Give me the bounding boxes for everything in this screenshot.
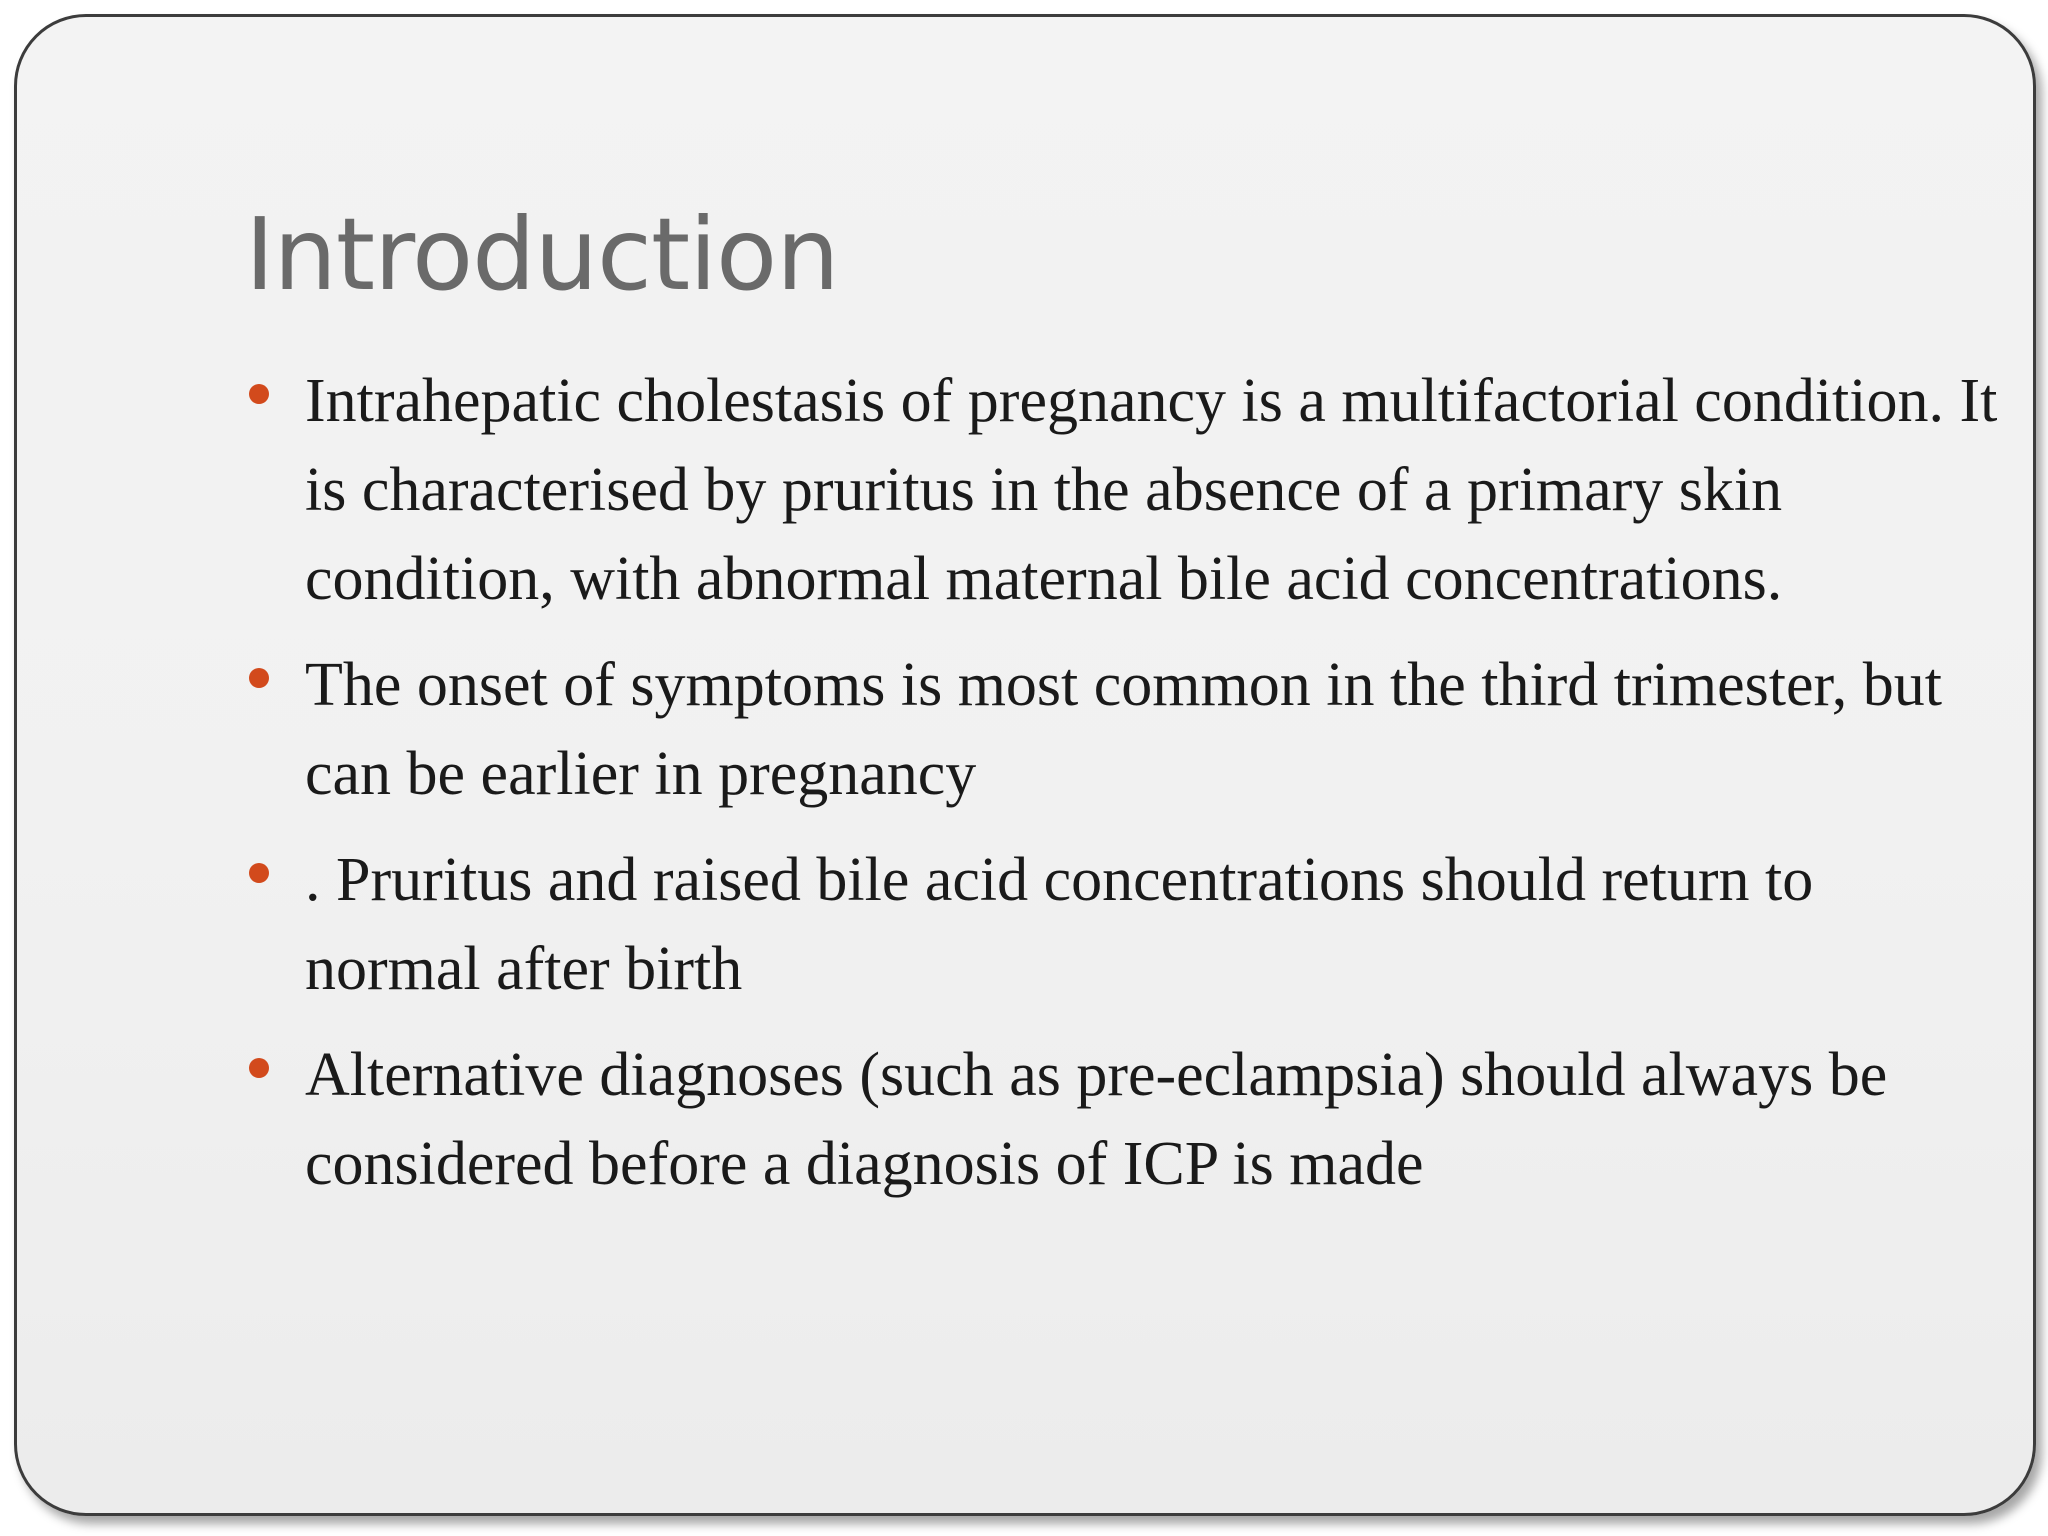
bullet-text: . Pruritus and raised bile acid concentrations should return to normal after birth	[305, 846, 1814, 1003]
bullet-item	[243, 357, 2003, 624]
bullet-dot-icon	[249, 384, 269, 404]
bullet-text: The onset of symptoms is most common in the third trimester, but can be earlier in pregnancy	[305, 651, 1942, 808]
bullet-item	[243, 836, 2003, 1014]
bullet-item	[243, 1031, 2003, 1209]
bullet-text: Alternative diagnoses (such as pre-eclampsia) should always be considered before a diagnosis of ICP is made	[305, 1041, 1888, 1198]
slide-frame	[14, 14, 2036, 1516]
bullet-dot-icon	[249, 863, 269, 883]
bullet-dot-icon	[249, 668, 269, 688]
bullet-text: Intrahepatic cholestasis of pregnancy is a multifactorial condition. It is characterised by pruritus in the absence of a primary skin condition, with abnormal maternal bile acid concentrations.	[305, 367, 1998, 613]
bullet-dot-icon	[249, 1058, 269, 1078]
bullet-list	[243, 357, 2003, 1226]
bullet-item	[243, 641, 2003, 819]
slide-title: Introduction	[245, 196, 839, 313]
